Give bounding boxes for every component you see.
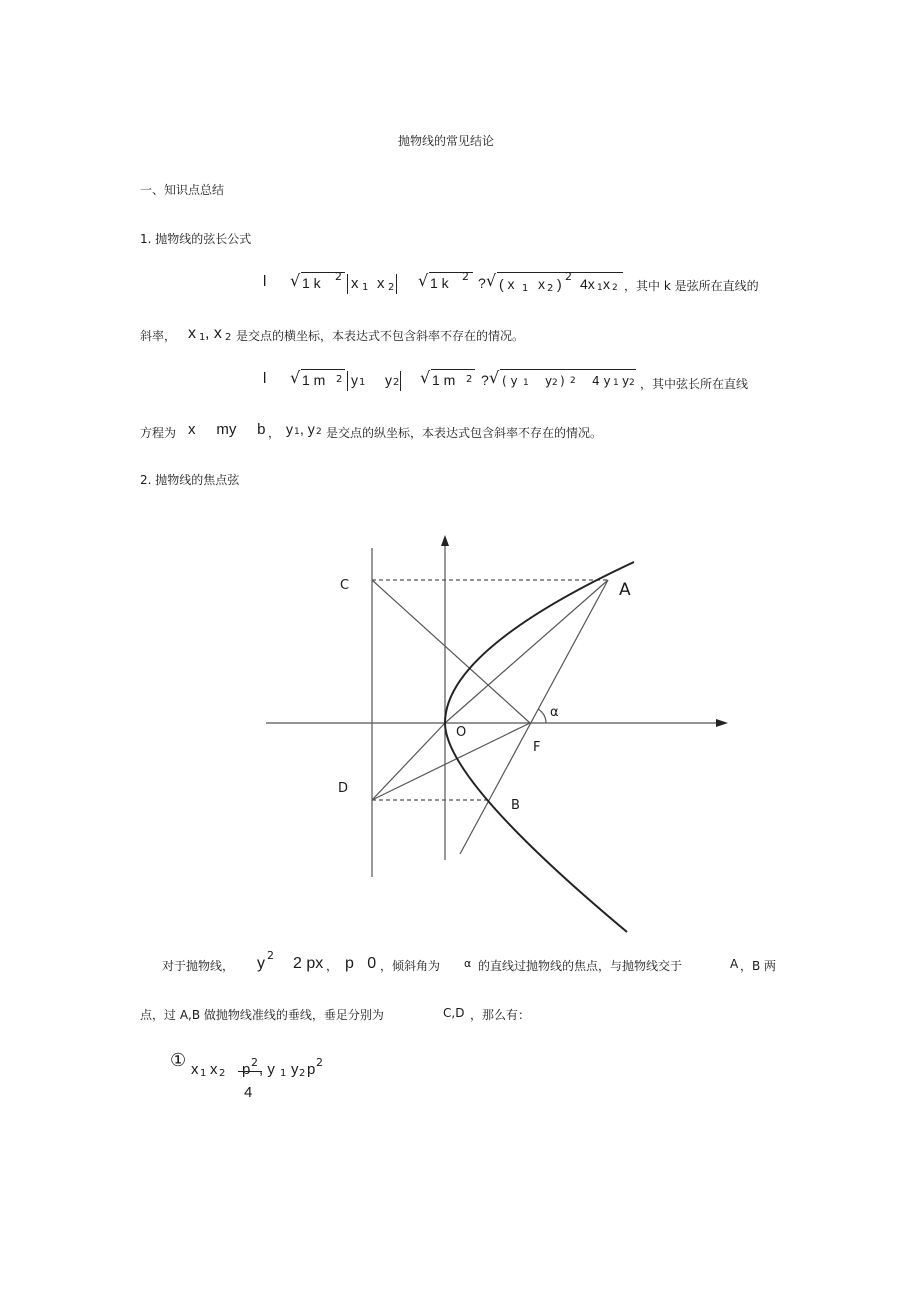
sqrt-sign: √ xyxy=(290,368,301,387)
condition: p 0 xyxy=(345,955,377,972)
formula-subscript: 2 xyxy=(225,332,232,343)
formula-exponent: 2 xyxy=(251,1056,258,1069)
formula-separator: ? xyxy=(481,372,489,388)
formula-subscript: 1 xyxy=(280,1068,287,1079)
sqrt-sign: √ xyxy=(290,271,301,290)
formula-exponent: 2 xyxy=(336,374,343,385)
paragraph-text: ，那么有： xyxy=(470,1008,531,1022)
formula-text: ( y xyxy=(502,374,518,388)
y-axis-arrow xyxy=(441,535,449,546)
formula-symbol-l: l xyxy=(263,273,267,290)
formula-subscript: 2 xyxy=(219,1068,226,1079)
formula-text: 1 m xyxy=(432,372,456,388)
sqrt-sign: √ xyxy=(420,368,431,387)
formula-subscript: 2 xyxy=(547,283,554,294)
sqrt-sign: √ xyxy=(489,368,500,387)
label-alpha: α xyxy=(550,705,559,720)
circled-number-1: ① xyxy=(170,1050,187,1071)
paragraph-text: ，B 两 xyxy=(740,959,777,973)
formula-var: y xyxy=(385,372,392,388)
paragraph-text: 点，过 A,B 做抛物线准线的垂线，垂足分别为 xyxy=(140,1008,384,1022)
formula-numerator: p xyxy=(242,1061,251,1078)
separator: ， xyxy=(268,426,281,440)
formula-var: y xyxy=(622,374,630,388)
formula-text: ( x xyxy=(499,276,515,292)
formula-subscript: 2 xyxy=(388,282,395,293)
formula-text: 4x xyxy=(580,276,595,292)
formula-var: x xyxy=(351,275,359,292)
paragraph-text: 的直线过抛物线的焦点，与抛物线交于 xyxy=(478,959,683,973)
paragraph-lead: 方程为 xyxy=(140,426,177,440)
formula-text: ) xyxy=(560,374,565,388)
sqrt-sign: √ xyxy=(486,271,497,290)
formula-var: x xyxy=(210,1061,218,1078)
formula-exponent: 2 xyxy=(570,376,576,386)
formula-subscript: 1 xyxy=(294,427,300,437)
formula-text: 2 px xyxy=(293,955,324,972)
paragraph-text: 是交点的横坐标，本表达式不包含斜率不存在的情况。 xyxy=(236,329,525,343)
formula-separator: ? xyxy=(478,275,486,291)
formula-subscript: 1 xyxy=(362,282,369,293)
x-axis-arrow xyxy=(716,719,728,727)
formula-var: y xyxy=(286,421,293,437)
formula-subscript: 1 xyxy=(613,378,619,388)
formula-text: 1 k xyxy=(302,275,321,291)
points-cd: C,D xyxy=(443,1006,465,1020)
page-title: 抛物线的常见结论 xyxy=(398,134,495,148)
formula-var: , x xyxy=(205,325,222,342)
formula-note: ，其中弦长所在直线 xyxy=(640,377,749,391)
formula-var: p xyxy=(307,1061,316,1078)
formula-subscript: 2 xyxy=(316,427,322,437)
formula-var: y xyxy=(545,374,553,388)
label-b: B xyxy=(511,798,520,813)
line-equation: x my b xyxy=(188,421,266,438)
formula-subscript: 2 xyxy=(629,378,635,388)
formula-subscript: 1 xyxy=(523,378,529,388)
formula-subscript: 1 xyxy=(200,1068,207,1079)
formula-var: y xyxy=(257,955,265,972)
label-a: A xyxy=(619,580,631,600)
formula-text: 1 m xyxy=(302,372,326,388)
formula-note: ，其中 k 是弦所在直线的 xyxy=(624,279,759,293)
formula-var: x xyxy=(603,276,610,292)
item-heading-focal-chord: 2. 抛物线的焦点弦 xyxy=(140,473,240,487)
formula-exponent: 2 xyxy=(316,1056,323,1069)
label-d: D xyxy=(338,781,349,796)
formula-denominator: 4 xyxy=(244,1084,253,1101)
formula-var: x xyxy=(191,1061,199,1078)
angle-alpha-arc xyxy=(538,709,546,723)
paragraph-lead: 斜率， xyxy=(140,329,177,343)
formula-var: x xyxy=(377,275,385,292)
formula-var: x xyxy=(538,276,545,292)
formula-exponent: 2 xyxy=(466,374,473,385)
formula-subscript: 2 xyxy=(552,378,558,388)
formula-exponent: 2 xyxy=(462,270,469,283)
formula-subscript: 1 xyxy=(522,283,529,294)
line-cf xyxy=(372,580,530,723)
symbol-alpha: α xyxy=(464,957,472,970)
formula-text: ) xyxy=(557,276,562,292)
line-od xyxy=(372,723,445,800)
formula-text: 1 k xyxy=(430,275,449,291)
line-df xyxy=(372,723,530,800)
label-f: F xyxy=(533,740,541,755)
formula-subscript: 1 xyxy=(597,283,603,293)
formula-subscript: 1 xyxy=(199,332,206,343)
formula-exponent: 2 xyxy=(335,270,342,283)
line-oa xyxy=(445,580,608,723)
formula-var: x xyxy=(188,325,196,342)
formula-var: y xyxy=(291,1061,299,1078)
point-a: A xyxy=(730,957,739,971)
formula-subscript: 2 xyxy=(299,1068,306,1079)
label-c: C xyxy=(340,578,350,593)
formula-exponent: 2 xyxy=(267,949,274,962)
item-heading-chord-length: 1. 抛物线的弦长公式 xyxy=(140,232,252,246)
sqrt-sign: √ xyxy=(418,271,429,290)
formula-text: 4 y xyxy=(592,374,611,388)
formula-var: y xyxy=(351,372,358,388)
formula-subscript: 2 xyxy=(612,283,618,293)
formula-var: , y xyxy=(300,421,315,437)
formula-subscript: 1 xyxy=(359,377,366,388)
formula-var: , y xyxy=(259,1061,275,1078)
formula-exponent: 2 xyxy=(565,270,572,283)
separator: ， xyxy=(326,959,339,973)
formula-subscript: 2 xyxy=(393,377,400,388)
section-heading: 一、知识点总结 xyxy=(140,183,225,197)
paragraph-text: ，倾斜角为 xyxy=(380,959,441,973)
label-o: O xyxy=(456,725,467,740)
paragraph-lead: 对于抛物线， xyxy=(162,959,235,973)
paragraph-text: 是交点的纵坐标，本表达式包含斜率不存在的情况。 xyxy=(326,426,603,440)
focal-chord-ab xyxy=(460,580,608,854)
formula-symbol-l: l xyxy=(263,370,267,387)
